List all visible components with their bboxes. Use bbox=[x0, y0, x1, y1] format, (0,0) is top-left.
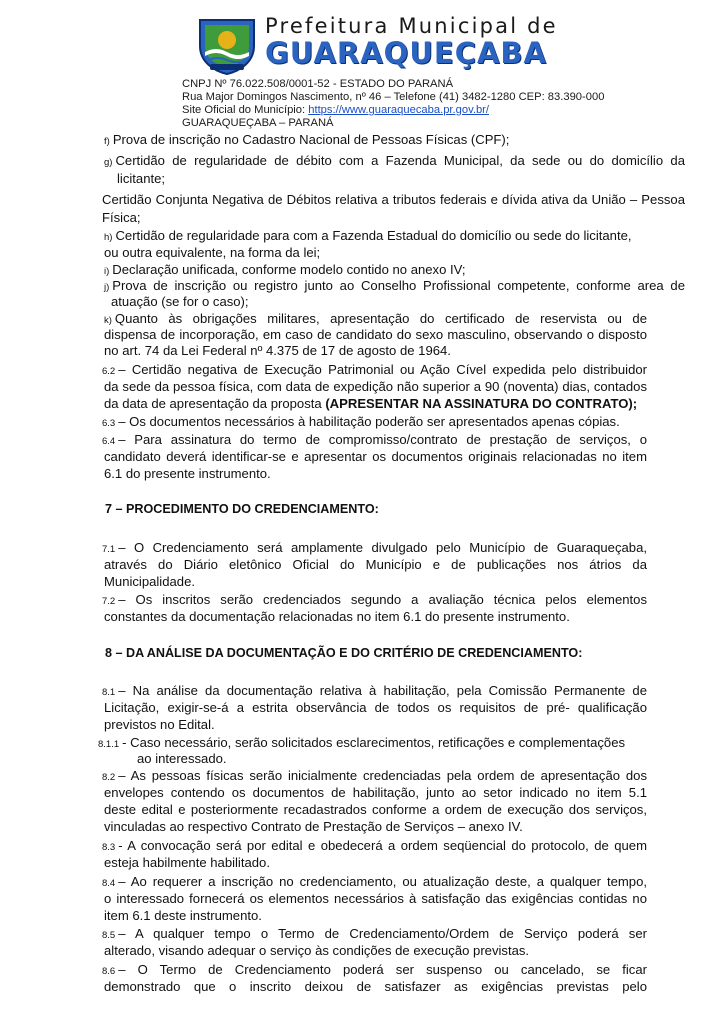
item-marker: g) bbox=[104, 157, 113, 168]
paragraph-text: – Para assinatura do termo de compromisso/contrato de prestação de serviços, o bbox=[118, 432, 647, 447]
paragraph-6-4-cont2: 6.1 do presente instrumento. bbox=[104, 466, 271, 481]
paragraph-8-3 bbox=[102, 838, 647, 856]
paragraph-text: – Os inscritos serão credenciados segundo a avaliação técnica pelos elementos bbox=[118, 592, 647, 607]
section-marker: 8.5 bbox=[102, 930, 116, 941]
paragraph-8-1-cont: Licitação, exigir-se-á a estrita observância de todos os requisitos de pré- qualificação bbox=[104, 700, 647, 715]
paragraph-8-2-cont: envelopes contendo os documentos de habilitação, junto ao setor indicado no item 5.1 bbox=[104, 785, 647, 800]
paragraph-text: – O Credenciamento será amplamente divulgado pelo Município de Guaraqueçaba, bbox=[118, 540, 647, 555]
paragraph-8-5-cont: alterado, visando adequar o serviço às condições de execução previstas. bbox=[104, 943, 530, 958]
paragraph-8-4-cont: o interessado fornecerá os elementos necessários à satisfação das exigências contidas no bbox=[104, 891, 647, 906]
paragraph-8-2 bbox=[102, 768, 647, 786]
section-marker: 6.4 bbox=[102, 436, 116, 447]
paragraph-text: - A convocação será por edital e obedecerá a ordem seqüencial do protocolo, de quem bbox=[118, 838, 647, 853]
paragraph-8-1 bbox=[102, 683, 647, 701]
item-text: Certidão de regularidade para com a Fazenda Estadual do domicílio ou sede do licitante, bbox=[115, 228, 632, 243]
paragraph-text: – Certidão negativa de Execução Patrimonial ou Ação Cível expedida pelo distribuidor bbox=[118, 362, 647, 377]
section-marker: 8.6 bbox=[102, 966, 116, 977]
section-7-heading: 7 – PROCEDIMENTO DO CREDENCIAMENTO: bbox=[105, 502, 379, 516]
item-text: Certidão de regularidade de débito com a Fazenda Municipal, da sede ou do domicílio da bbox=[115, 153, 685, 168]
item-g bbox=[104, 153, 685, 171]
paragraph-text: – Ao requerer a inscrição no credenciamento, ou atualização deste, a qualquer tempo, bbox=[118, 874, 647, 889]
paragraph-emphasis: (APRESENTAR NA ASSINATURA DO CONTRATO); bbox=[325, 396, 638, 411]
paragraph-6-3 bbox=[102, 414, 620, 432]
address-line: Rua Major Domingos Nascimento, nº 46 – Telefone (41) 3482-1280 CEP: 83.390-000 bbox=[182, 91, 605, 103]
website-line bbox=[182, 104, 489, 117]
paragraph-text: – A qualquer tempo o Termo de Credenciamento/Ordem de Serviço poderá ser bbox=[118, 926, 647, 941]
paragraph-8-5 bbox=[102, 926, 647, 944]
item-g-cont: licitante; bbox=[117, 171, 166, 186]
paragraph-6-2 bbox=[102, 362, 647, 380]
section-marker: 8.1.1 bbox=[98, 739, 120, 750]
section-marker: 7.1 bbox=[102, 544, 116, 555]
paragraph-text: da data de apresentação da proposta bbox=[104, 396, 326, 411]
section-marker: 6.3 bbox=[102, 418, 116, 429]
paragraph-7-1-cont: através do Diário eletônico Oficial do Município e de publicações nos átrios da bbox=[104, 557, 647, 572]
item-text: Quanto às obrigações militares, apresentação do certificado de reservista ou de bbox=[114, 311, 647, 326]
item-marker: j) bbox=[104, 282, 110, 293]
paragraph-8-6 bbox=[102, 962, 647, 980]
item-cnd-cont: Física; bbox=[102, 210, 141, 225]
city-line: GUARAQUEÇABA – PARANÁ bbox=[182, 117, 334, 129]
section-marker: 8.1 bbox=[102, 687, 116, 698]
section-marker: 8.2 bbox=[102, 772, 116, 783]
item-text: Prova de inscrição no Cadastro Nacional de Pessoas Físicas (CPF); bbox=[112, 132, 510, 147]
municipal-crest-icon bbox=[196, 16, 258, 76]
item-k-cont2: no art. 74 da Lei Federal nº 4.375 de 17 de agosto de 1964. bbox=[104, 343, 451, 358]
item-marker: f) bbox=[104, 136, 110, 147]
item-j-cont: atuação (se for o caso); bbox=[111, 294, 249, 309]
paragraph-6-2-cont: da sede da pessoa física, com data de expedição não superior a 90 (noventa) dias, contados bbox=[104, 379, 647, 394]
item-text: Prova de inscrição ou registro junto ao Conselho Profissional competente, conforme area de bbox=[112, 278, 685, 293]
municipality-name: GUARAQUEÇABA bbox=[265, 36, 547, 70]
paragraph-7-1-cont2: Municipalidade. bbox=[104, 574, 195, 589]
prefecture-title: Prefeitura Municipal de bbox=[265, 14, 558, 38]
section-marker: 6.2 bbox=[102, 366, 116, 377]
paragraph-8-4 bbox=[102, 874, 647, 892]
paragraph-8-2-cont3: vinculadas ao respectivo Contrato de Prestação de Serviços – anexo IV. bbox=[104, 819, 523, 834]
item-cnd: Certidão Conjunta Negativa de Débitos relativa a tributos federais e dívida ativa da União – Pessoa bbox=[102, 192, 685, 207]
section-marker: 7.2 bbox=[102, 596, 116, 607]
paragraph-8-6-cont: demonstrado que o inscrito deixou de satisfazer as exigências previstas pelo bbox=[104, 979, 647, 994]
paragraph-text: – As pessoas físicas serão inicialmente credenciadas pela ordem de apresentação dos bbox=[118, 768, 647, 783]
paragraph-7-1 bbox=[102, 540, 647, 558]
paragraph-8-1-cont2: previstos no Edital. bbox=[104, 717, 215, 732]
website-link[interactable]: https://www.guaraquecaba.pr.gov.br/ bbox=[308, 104, 489, 116]
section-8-heading: 8 – DA ANÁLISE DA DOCUMENTAÇÃO E DO CRITÉRIO DE CREDENCIAMENTO: bbox=[105, 646, 583, 660]
item-k-cont: dispensa de incorporação, em caso de candidato do sexo masculino, observando o disposto bbox=[104, 327, 647, 342]
cnpj-line: CNPJ Nº 76.022.508/0001-52 - ESTADO DO PARANÁ bbox=[182, 78, 454, 90]
item-h-cont: ou outra equivalente, na forma da lei; bbox=[104, 245, 321, 260]
paragraph-text: – Na análise da documentação relativa à habilitação, pela Comissão Permanente de bbox=[118, 683, 647, 698]
paragraph-8-1-1-cont: ao interessado. bbox=[137, 751, 227, 766]
paragraph-8-4-cont2: item 6.1 deste instrumento. bbox=[104, 908, 262, 923]
item-text: Declaração unificada, conforme modelo contido no anexo IV; bbox=[112, 262, 466, 277]
paragraph-6-4-cont: candidato deverá identificar-se e apresentar os documentos originais relacionadas no item bbox=[104, 449, 647, 464]
paragraph-text: - Caso necessário, serão solicitados esclarecimentos, retificações e complementações bbox=[122, 735, 626, 750]
paragraph-text: – Os documentos necessários à habilitação poderão ser apresentados apenas cópias. bbox=[118, 414, 620, 429]
paragraph-7-2 bbox=[102, 592, 647, 610]
item-marker: h) bbox=[104, 232, 113, 243]
paragraph-8-3-cont: esteja habilmente habilitado. bbox=[104, 855, 270, 870]
section-marker: 8.3 bbox=[102, 842, 116, 853]
item-f bbox=[104, 132, 509, 150]
paragraph-6-4 bbox=[102, 432, 647, 450]
website-label: Site Oficial do Município: bbox=[182, 104, 309, 116]
section-marker: 8.4 bbox=[102, 878, 116, 889]
item-h bbox=[104, 228, 632, 246]
paragraph-8-2-cont2: deste edital e posteriormente recadastrados conforme a ordem de execução dos serviços, bbox=[104, 802, 647, 817]
paragraph-7-2-cont: constantes da documentação relacionadas no item 6.1 do presente instrumento. bbox=[104, 609, 570, 624]
paragraph-6-2-cont2 bbox=[104, 396, 637, 412]
item-marker: i) bbox=[104, 266, 110, 277]
item-marker: k) bbox=[104, 315, 112, 326]
paragraph-text: – O Termo de Credenciamento poderá ser suspenso ou cancelado, se ficar bbox=[118, 962, 647, 977]
